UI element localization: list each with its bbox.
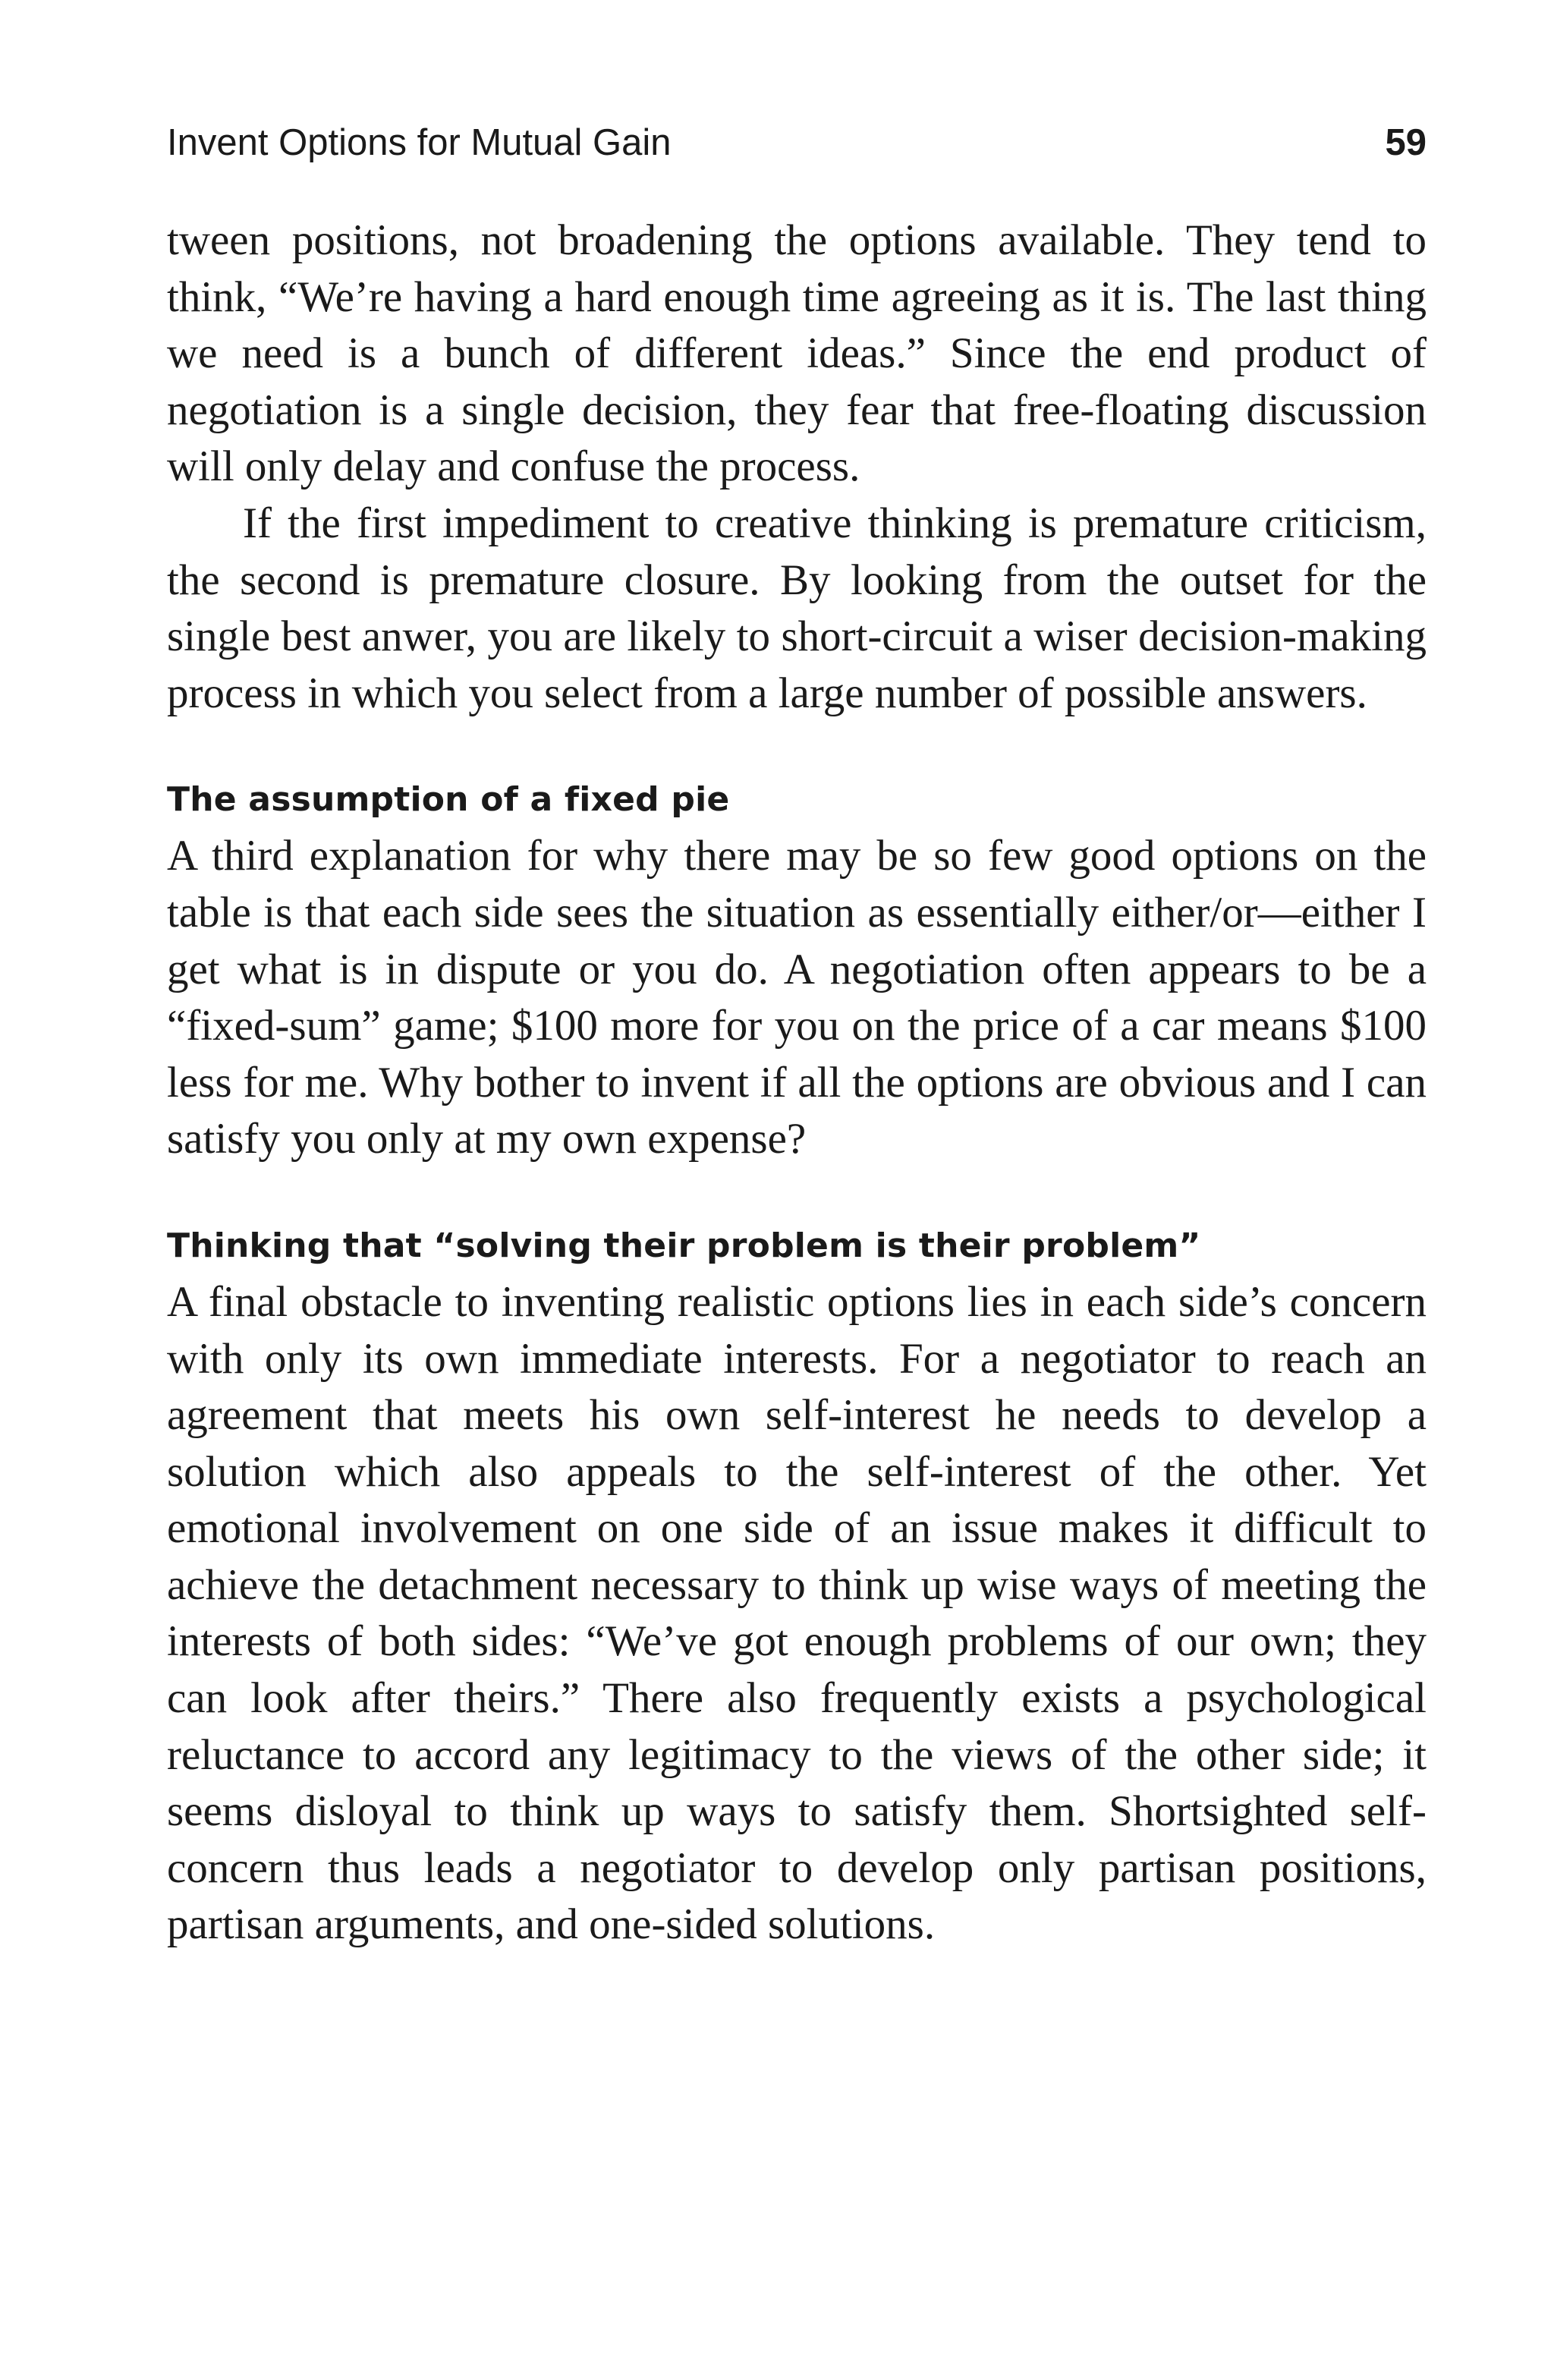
paragraph-continued: tween positions, not broadening the options available. They tend to think, “We’re having a hard enough time agreeing as it is. The last thing we need is a bunch of different ideas.” Since the end product of negotiation is a single decision, they fear that free-floating discussion will only delay and confuse the process.	[167, 216, 1427, 491]
page-number: 59	[1385, 122, 1427, 163]
running-head	[167, 121, 1427, 182]
chapter-title: Invent Options for Mutual Gain	[167, 122, 672, 163]
paragraph-fixed-pie: A third explanation for why there may be so few good options on the table is that each side sees the situation as essentially either/or—either I get what is in dispute or you do. A negotiation often appears to be a “fixed-sum” game; $100 more for you on the price of a car means $100 less for me. Why bother to invent if all the options are obvious and I can satisfy you only at my own expense?	[167, 832, 1427, 1163]
book-page	[167, 121, 1427, 1953]
section-heading-their-problem: Thinking that “solving their problem is their problem”	[167, 1226, 1201, 1265]
paragraph-their-problem: A final obstacle to inventing realistic options lies in each side’s concern with only its own immediate interests. For a negotiator to reach an agreement that meets his own self-interest he needs to develop a solution which also appeals to the self-interest of the other. Yet emotional involvement on one side of an issue makes it difficult to achieve the detachment necessary to think up wise ways of meeting the interests of both sides: “We’ve got enough problems of our own; they can look after theirs.” There also frequently exists a psychological reluctance to accord any legitimacy to the views of the other side; it seems disloyal to think up ways to satisfy them. Shortsighted self-concern thus leads a negotiator to develop only partisan positions, partisan arguments, and one-sided solutions.	[167, 1277, 1427, 1949]
paragraph-premature-closure: If the first impediment to creative thinking is premature criticism, the second is premature closure. By looking from the outset for the single best anwer, you are likely to short-circuit a wiser decision-making process in which you select from a large number of possible answers.	[167, 499, 1427, 717]
body-text	[167, 212, 1427, 1953]
section-heading-fixed-pie: The assumption of a fixed pie	[167, 780, 730, 820]
